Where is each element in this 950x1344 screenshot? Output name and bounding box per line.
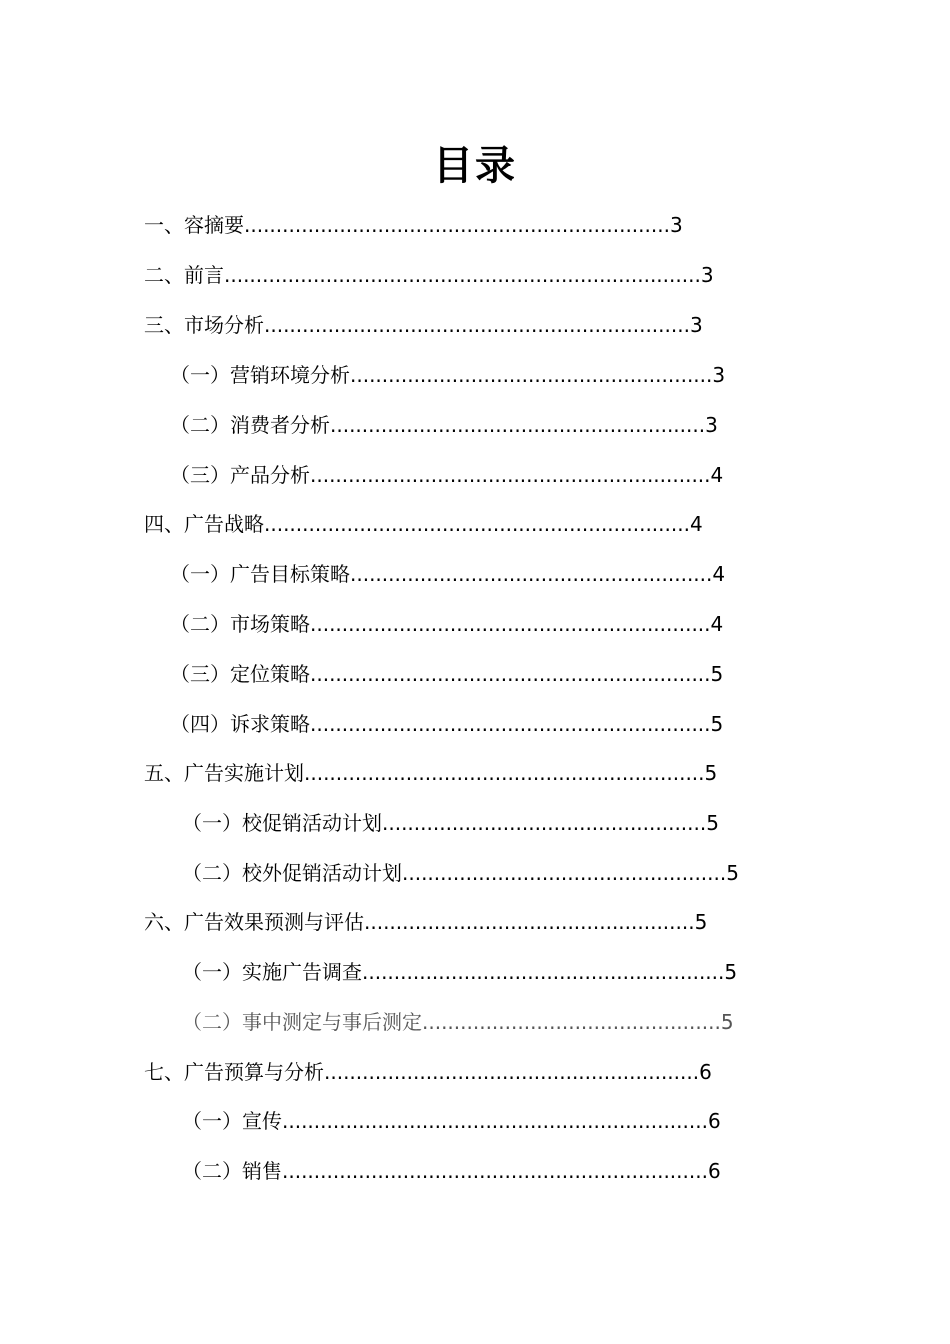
toc-entry[interactable] [182,858,739,888]
toc-entry[interactable] [182,808,719,838]
toc-entry-title: （二）销售 [182,1159,282,1183]
toc-entry[interactable] [170,410,718,440]
toc-leader-dots: ............................................................... [310,463,711,487]
toc-entry-title: （一）广告目标策略 [170,562,350,586]
toc-leader-dots: ................................................................... [264,512,690,536]
toc-entry[interactable] [170,659,723,689]
toc-entry[interactable] [144,509,703,539]
toc-page-number: 3 [689,313,703,337]
toc-page-number: 6 [699,1060,712,1084]
toc-leader-dots: ............................................................... [304,761,705,785]
toc-page-number: 5 [724,960,738,984]
toc-page-number: 5 [704,761,718,785]
toc-page-number: 6 [707,1159,721,1183]
toc-entry-title: （二）事中测定与事后测定 [182,1010,422,1034]
toc-leader-dots: ............................................................... [310,712,711,736]
toc-entry[interactable] [144,758,717,788]
toc-leader-dots: ........................................................... [330,413,706,437]
toc-page-number: 5 [694,910,708,934]
toc-entry-title: （三）产品分析 [170,463,310,487]
toc-leader-dots: ................................................................... [264,313,690,337]
toc-entry-title: 四、广告战略 [144,512,264,536]
toc-page-number: 3 [700,263,714,287]
toc-leader-dots: ............................................................... [310,662,711,686]
toc-leader-dots: ........................................................... [324,1060,700,1084]
toc-entry[interactable] [170,460,723,490]
toc-entry-title: （四）诉求策略 [170,712,310,736]
toc-entry-title: （三）定位策略 [170,662,310,686]
toc-entry-title: 七、广告预算与分析 [144,1060,324,1084]
toc-entry[interactable] [182,1106,721,1136]
toc-page-number: 3 [712,363,726,387]
toc-entry[interactable] [170,559,725,589]
toc-entry[interactable] [144,310,703,340]
toc-page-number: 4 [710,463,724,487]
toc-entry-title: 二、前言 [144,263,224,287]
toc-page-number: 4 [712,562,726,586]
toc-entry-title: （二）消费者分析 [170,413,330,437]
toc-page-number: 6 [707,1109,721,1133]
toc-entry-title: （二）市场策略 [170,612,310,636]
toc-page-number: 5 [726,861,739,885]
toc-leader-dots: ......................................................... [362,960,725,984]
toc-leader-dots: ................................................................... [244,213,670,237]
toc-entry-title: 六、广告效果预测与评估 [144,910,364,934]
toc-entry-title: （一）营销环境分析 [170,363,350,387]
toc-page-number: 3 [669,213,683,237]
toc-entry-title: 三、市场分析 [144,313,264,337]
toc-entry-title: （一）校促销活动计划 [182,811,382,835]
toc-entry[interactable] [144,907,707,937]
toc-leader-dots: ................................................... [382,811,707,835]
toc-leader-dots: ................................................... [402,861,727,885]
toc-entry-title: （一）实施广告调查 [182,960,362,984]
toc-entry[interactable] [170,609,723,639]
toc-leader-dots: ........................................................................... [224,263,701,287]
toc-leader-dots: ......................................................... [350,363,713,387]
toc-leader-dots: ............................................................... [310,612,711,636]
toc-entry[interactable] [144,210,683,240]
toc-entry[interactable] [170,360,725,390]
toc-leader-dots: ......................................................... [350,562,713,586]
toc-leader-dots: ............................................... [422,1010,721,1034]
toc-entry[interactable] [170,709,723,739]
toc-leader-dots: ................................................................... [282,1109,708,1133]
toc-entry[interactable] [144,260,714,290]
toc-page-number: 4 [689,512,703,536]
toc-entry-title: 一、容摘要 [144,213,244,237]
toc-entry[interactable] [182,1156,721,1186]
toc-page-number: 4 [710,612,724,636]
toc-page-number: 5 [710,662,724,686]
toc-entry-title: （二）校外促销活动计划 [182,861,402,885]
toc-page-number: 5 [706,811,719,835]
toc-page-number: 5 [710,712,724,736]
toc-entry-title: 五、广告实施计划 [144,761,304,785]
toc-entry-title: （一）宣传 [182,1109,282,1133]
toc-title: 目录 [433,143,517,189]
toc-page-number: 5 [720,1010,734,1034]
toc-page-number: 3 [705,413,718,437]
toc-entry[interactable] [144,1057,712,1087]
toc-entry[interactable] [182,1007,734,1037]
toc-entry[interactable] [182,957,737,987]
toc-leader-dots: ................................................................... [282,1159,708,1183]
toc-leader-dots: .................................................... [364,910,695,934]
